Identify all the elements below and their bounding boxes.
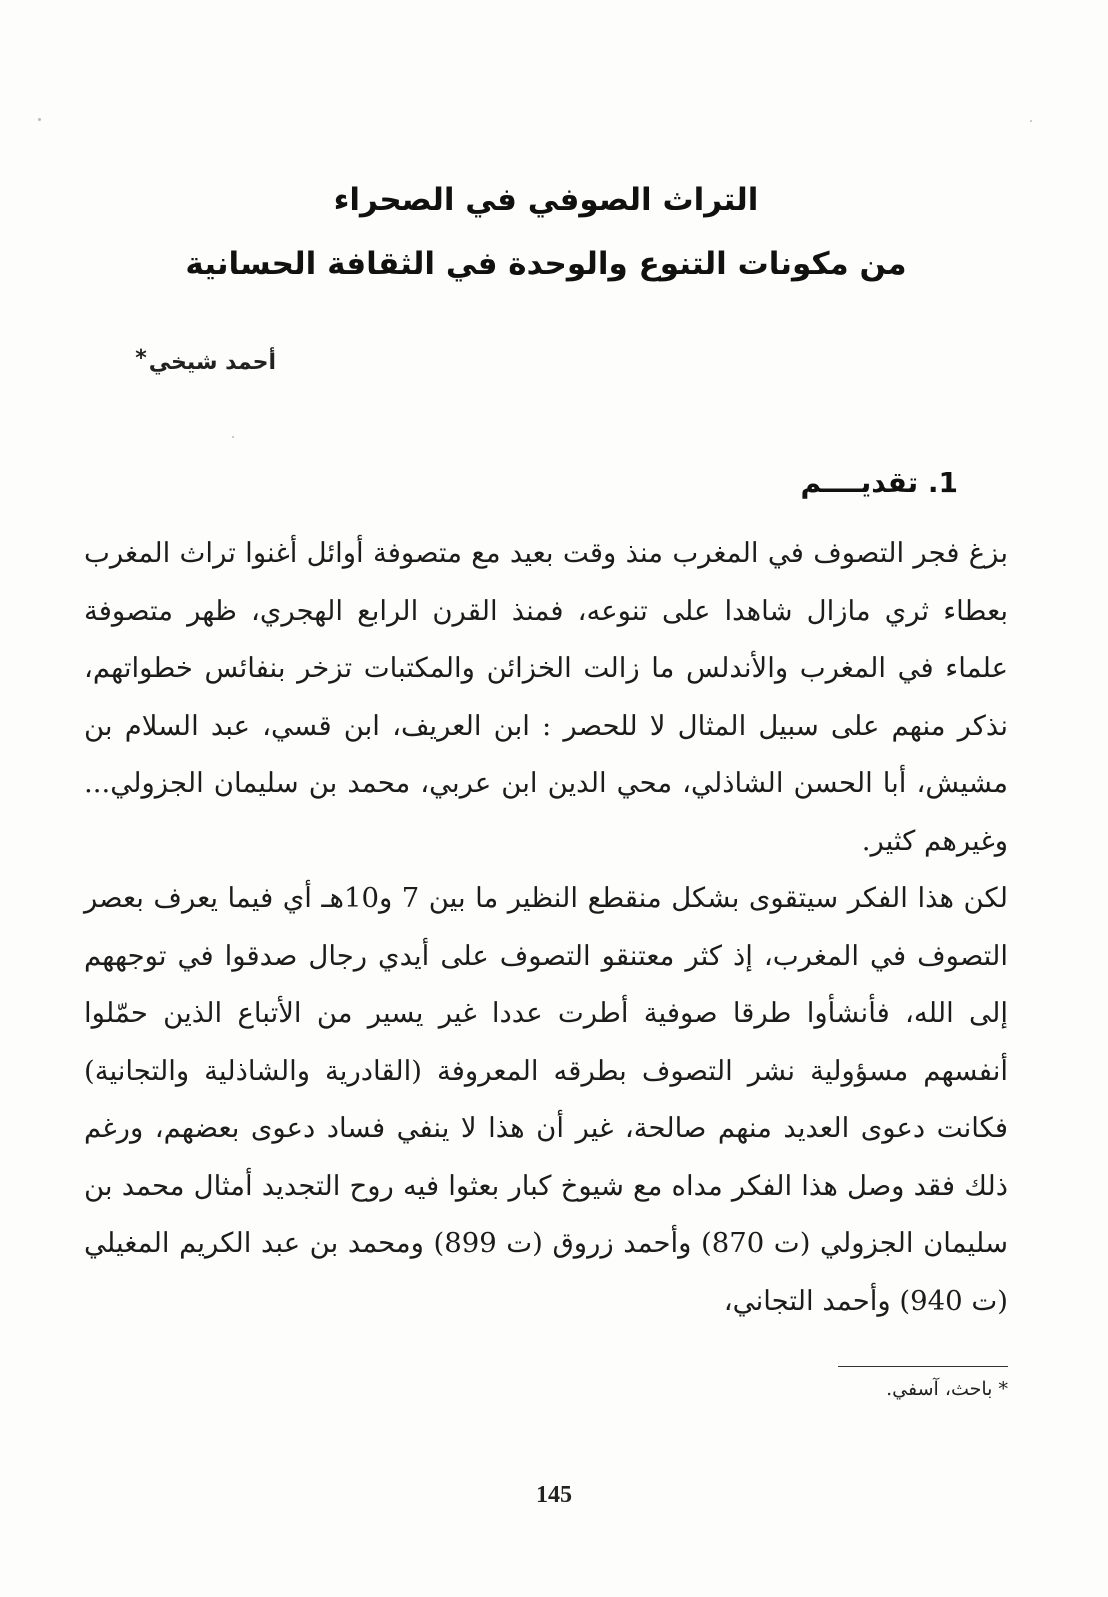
paragraph-1: بزغ فجر التصوف في المغرب منذ وقت بعيد مع متصوفة أوائل أغنوا تراث المغرب بعطاء ثري مازال شاهدا على تنوعه، فمنذ القرن الرابع الهجري، ظهر متصوفة علماء في المغرب والأندلس ما زالت الخزائن والمكتبات تزخر بنفائس خطواتهم، نذكر منهم على سبيل المثال لا للحصر : ابن العريف، ابن قسي، عبد السلام بن مشيش، أبا الحسن الشاذلي، محي الدين ابن عربي، محمد بن سليمان الجزولي... وغيرهم كثير. <box>84 537 1008 857</box>
page-number: 145 <box>536 1482 572 1508</box>
title-line-2: من مكونات التنوع والوحدة في الثقافة الحسانية <box>185 246 907 282</box>
article-title <box>0 168 1108 296</box>
author-name: أحمد شيخي <box>148 350 276 375</box>
footnote: * باحث، آسفي. <box>886 1378 1008 1400</box>
author-footnote-marker: * <box>135 346 147 371</box>
body-text <box>84 525 1008 1330</box>
scan-speck <box>232 436 234 438</box>
paragraph-2: لكن هذا الفكر سيتقوى بشكل منقطع النظير ما بين 7 و10هـ أي فيما يعرف بعصر التصوف في المغرب، إذ كثر معتنقو التصوف على أيدي رجال صدقوا في توجههم إلى الله، فأنشأوا طرقا صوفية أطرت عددا غير يسير من الأتباع الذين حمّلوا أنفسهم مسؤولية نشر التصوف بطرقه المعروفة (القادرية والشاذلية والتجانية) فكانت دعوى العديد منهم صالحة، غير أن هذا لا ينفي فساد دعوى بعضهم، ورغم ذلك فقد وصل هذا الفكر مداه مع شيوخ كبار بعثوا فيه روح التجديد أمثال محمد بن سليمان الجزولي (ت 870) وأحمد زروق (ت 899) ومحمد بن عبد الكريم المغيلي (ت 940) وأحمد التجاني، <box>84 882 1009 1317</box>
footnote-divider <box>838 1366 1008 1367</box>
scan-speck <box>1030 120 1032 122</box>
title-line-1: التراث الصوفي في الصحراء <box>333 182 759 218</box>
author-byline <box>135 346 276 375</box>
section-heading: 1. تقديــــم <box>800 466 958 499</box>
scan-speck <box>38 118 41 121</box>
